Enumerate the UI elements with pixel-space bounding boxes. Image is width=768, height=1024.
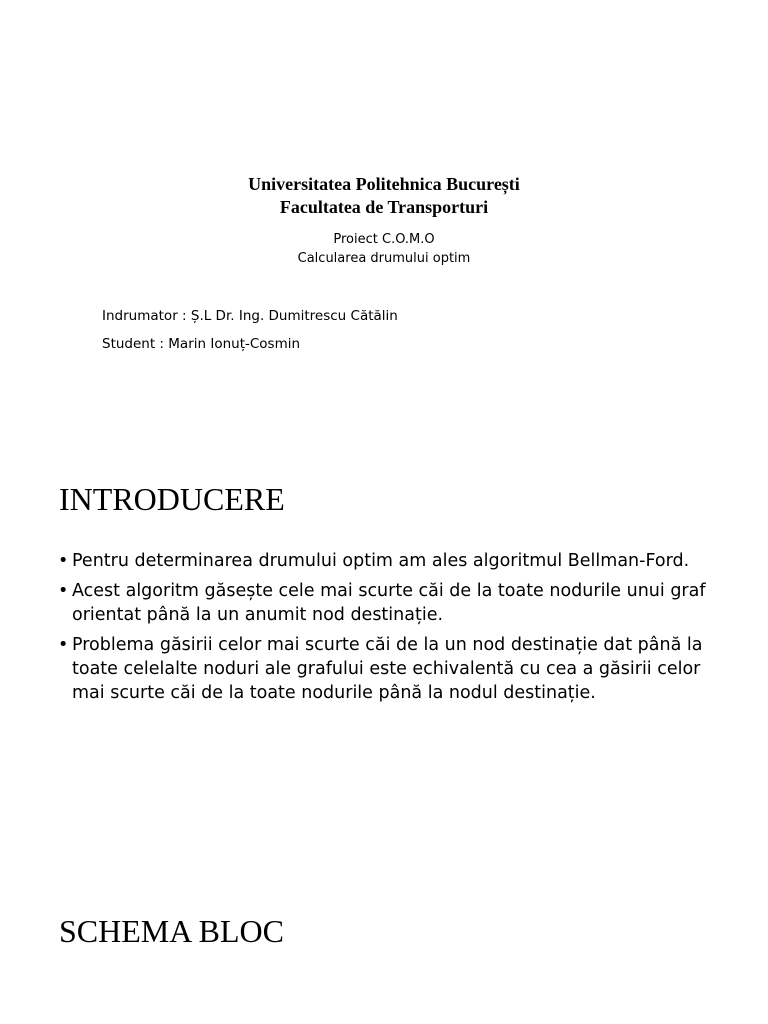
people-block: [102, 302, 398, 358]
title-block: [0, 173, 768, 219]
university-name: Universitatea Politehnica București: [248, 174, 520, 194]
student-line: Student : Marin Ionuț-Cosmin: [102, 336, 301, 352]
bullet-text: Problema găsirii celor mai scurte căi de la un nod destinație dat până la toate celelalte noduri ale grafului este echivalentă cu cea a găsirii celor mai scurte căi de la toate nodurile până la nodul destinație.: [72, 635, 703, 703]
introduction-bullet-list: [58, 549, 718, 711]
faculty-name: Facultatea de Transporturi: [279, 197, 489, 217]
bullet-item: [58, 633, 718, 705]
bullet-icon: •: [58, 635, 69, 655]
introduction-heading: INTRODUCERE: [59, 481, 285, 517]
bullet-item: [58, 549, 718, 573]
coordinator-line: Indrumator : Ș.L Dr. Ing. Dumitrescu Cătălin: [102, 308, 398, 324]
bullet-icon: •: [58, 551, 69, 571]
bullet-text: Pentru determinarea drumului optim am ales algoritmul Bellman-Ford.: [72, 551, 690, 571]
bullet-item: [58, 579, 718, 627]
project-name: Proiect C.O.M.O: [333, 232, 435, 247]
block-diagram-heading: SCHEMA BLOC: [59, 913, 284, 949]
subtitle-block: [0, 230, 768, 268]
project-topic: Calcularea drumului optim: [297, 251, 471, 266]
bullet-icon: •: [58, 581, 69, 601]
bullet-text: Acest algoritm găsește cele mai scurte căi de la toate nodurile unui graf orientat până la un anumit nod destinație.: [72, 581, 706, 625]
